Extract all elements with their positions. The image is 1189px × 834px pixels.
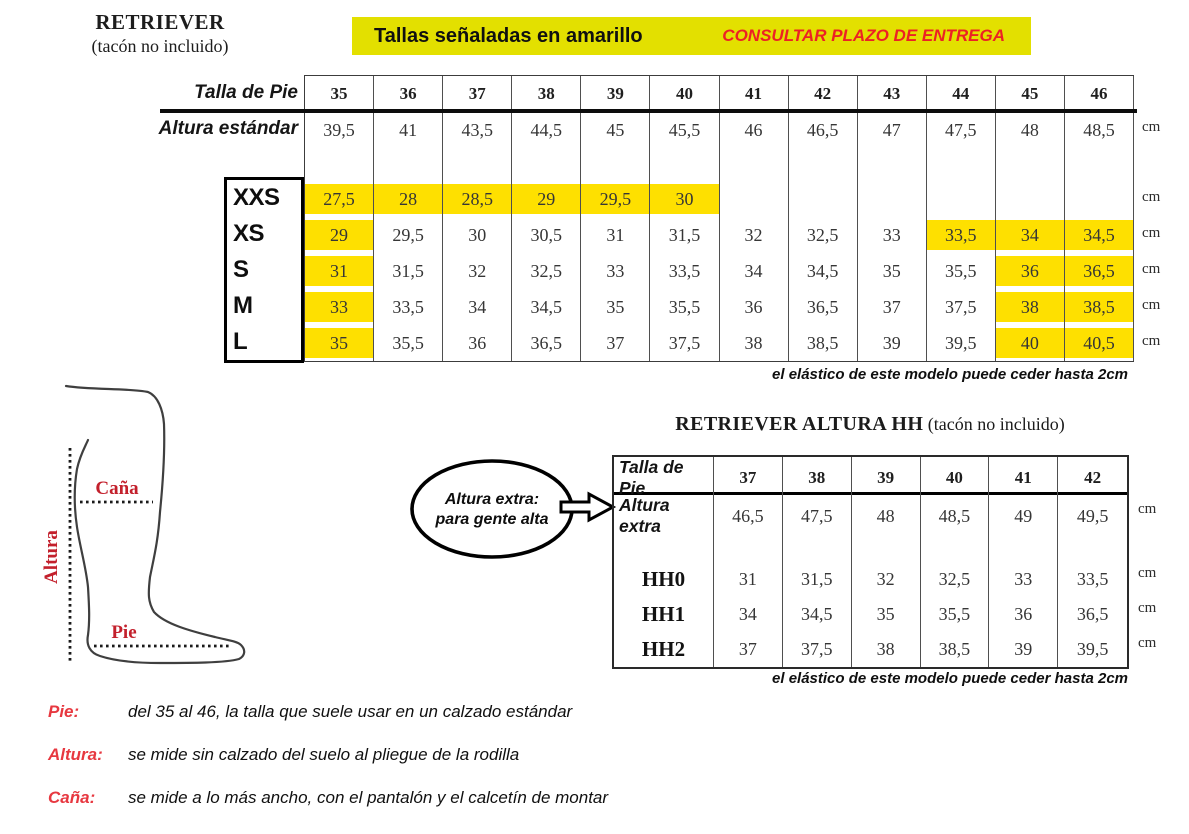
hh-value-cell: 34 — [714, 597, 783, 632]
hh-size-cell: 38 — [783, 457, 852, 499]
foot-size-cell: 35 — [305, 76, 374, 111]
hh-value-cell: 38,5 — [921, 632, 990, 667]
standard-height-cell: 39,5 — [305, 111, 374, 149]
hh-size-cell: 41 — [989, 457, 1058, 499]
grid-line-cell — [650, 149, 719, 181]
size-value-cell: 33 — [858, 217, 927, 253]
size-value-cell — [720, 181, 789, 217]
hh-header-row — [614, 457, 1127, 498]
size-value-cell — [927, 181, 996, 217]
size-row-xs — [304, 217, 1134, 253]
hh-size-cell: 37 — [714, 457, 783, 499]
size-value-cell: 39 — [858, 325, 927, 361]
size-value-cell: 38,5 — [789, 325, 858, 361]
size-value-cell: 29,5 — [374, 217, 443, 253]
size-value-cell: 30 — [650, 181, 719, 217]
hh-value-cell: 36 — [989, 597, 1058, 632]
size-value-cell: 29,5 — [581, 181, 650, 217]
grid-line-cell — [720, 149, 789, 181]
hh-value-cell: 37 — [714, 632, 783, 667]
foot-size-cell: 44 — [927, 76, 996, 111]
footnote-pie-label: Pie: — [48, 702, 80, 721]
size-value-cell: 35,5 — [374, 325, 443, 361]
size-value-cell — [996, 181, 1065, 217]
foot-size-row-label: Talla de Pie — [194, 82, 298, 103]
size-value-cell: 37,5 — [927, 289, 996, 325]
hh-value-cell: 32,5 — [921, 562, 990, 597]
extra-height-cell: 49,5 — [1076, 505, 1109, 526]
hh-title-bold: RETRIEVER ALTURA HH — [675, 413, 924, 435]
grid-line-cell — [783, 535, 852, 562]
size-value-cell: 30,5 — [512, 217, 581, 253]
hh-row-hh2 — [614, 632, 1127, 667]
size-value-cell: 36 — [720, 289, 789, 325]
hh-extra-label: Altura extra — [614, 495, 714, 537]
foot-size-cell: 45 — [996, 76, 1065, 111]
size-value-cell: 35 — [305, 325, 374, 361]
size-value-cell — [1065, 181, 1134, 217]
size-value-cell: 37 — [581, 325, 650, 361]
footnote-cana-text: se mide a lo más ancho, con el pantalón y el calcetín de montar — [128, 788, 609, 807]
hh1-label: HH1 — [614, 597, 714, 632]
foot-size-cell: 39 — [581, 76, 650, 111]
grid-line-cell — [581, 149, 650, 181]
hh-title-rest: (tacón no incluido) — [923, 414, 1065, 434]
size-value-cell: 34 — [996, 217, 1065, 253]
grid-line-cell — [989, 535, 1058, 562]
size-value-cell: 35 — [581, 289, 650, 325]
grid-line-cell — [789, 149, 858, 181]
boot-size-label-xs: XS — [233, 220, 265, 247]
size-value-cell: 27,5 — [305, 181, 374, 217]
size-value-cell: 34 — [443, 289, 512, 325]
size-value-cell: 37 — [858, 289, 927, 325]
hh-value-cell: 34,5 — [783, 597, 852, 632]
standard-height-cell: 46,5 — [789, 111, 858, 149]
main-size-table — [304, 75, 1134, 362]
unit-label: cm — [1138, 600, 1157, 616]
size-value-cell: 38,5 — [1065, 289, 1134, 325]
boot-size-label-m: M — [233, 292, 253, 319]
altura-label: Altura — [41, 530, 62, 584]
size-value-cell: 32,5 — [512, 253, 581, 289]
size-value-cell: 31 — [305, 253, 374, 289]
foot-size-cell: 43 — [858, 76, 927, 111]
standard-height-cell: 46 — [720, 111, 789, 149]
boot-size-label-xxs: XXS — [233, 184, 280, 211]
footnote-cana-label: Caña: — [48, 788, 96, 807]
unit-label: cm — [1138, 565, 1157, 581]
yellow-banner — [352, 17, 1031, 55]
size-value-cell: 31,5 — [650, 217, 719, 253]
boot-size-label-box — [224, 177, 304, 363]
altura-extra-callout — [404, 454, 620, 566]
size-value-cell: 33,5 — [927, 217, 996, 253]
hh-value-cell: 33 — [989, 562, 1058, 597]
extra-height-cell: 47,5 — [783, 495, 852, 537]
hh-row-hh1 — [614, 597, 1127, 632]
hh2-label: HH2 — [614, 632, 714, 667]
grid-line-cell — [921, 535, 990, 562]
extra-height-cell: 48 — [852, 495, 921, 537]
hh-spacer-row — [614, 535, 1127, 562]
size-value-cell: 28 — [374, 181, 443, 217]
grid-spacer-row — [304, 149, 1134, 181]
unit-label: cm — [1142, 261, 1161, 277]
hh-value-cell: 32 — [852, 562, 921, 597]
grid-line-cell — [858, 149, 927, 181]
hh-value-cell: 39,5 — [1076, 639, 1109, 659]
size-value-cell: 32,5 — [789, 217, 858, 253]
size-value-cell: 29 — [512, 181, 581, 217]
hh-table-title — [590, 413, 1150, 436]
size-value-cell: 33 — [581, 253, 650, 289]
size-value-cell — [858, 181, 927, 217]
size-row-xxs — [304, 181, 1134, 217]
hh0-label: HH0 — [614, 562, 714, 597]
hh-value-cell: 37,5 — [783, 632, 852, 667]
standard-height-cell: 45,5 — [650, 111, 719, 149]
size-value-cell: 38 — [720, 325, 789, 361]
hh-value-cell: 31 — [714, 562, 783, 597]
extra-height-cell: 48,5 — [921, 495, 990, 537]
elastic-note-hh: el elástico de este modelo puede ceder hasta 2cm — [772, 670, 1128, 687]
extra-height-cell: 46,5 — [714, 495, 783, 537]
size-value-cell: 36 — [996, 253, 1065, 289]
hh-size-cell: 40 — [921, 457, 990, 499]
unit-label: cm — [1142, 333, 1161, 349]
size-value-cell: 37,5 — [650, 325, 719, 361]
hh-value-cell: 33,5 — [1076, 569, 1109, 589]
foot-size-cell: 42 — [789, 76, 858, 111]
callout-line1: Altura extra: — [444, 491, 540, 508]
foot-size-cell: 36 — [374, 76, 443, 111]
foot-size-cell: 41 — [720, 76, 789, 111]
hh-size-cell: 42 — [1084, 468, 1102, 487]
boot-size-label-s: S — [233, 256, 249, 283]
size-value-cell: 34,5 — [1065, 217, 1134, 253]
hh-spacer-label-cell — [614, 535, 714, 562]
hh-foot-size-label: Talla de Pie — [614, 457, 714, 499]
foot-size-cell: 46 — [1065, 76, 1134, 111]
size-value-cell: 33,5 — [374, 289, 443, 325]
callout-oval — [412, 461, 572, 557]
foot-size-cell: 40 — [650, 76, 719, 111]
standard-height-cell: 45 — [581, 111, 650, 149]
standard-height-row — [304, 111, 1134, 149]
pie-label: Pie — [111, 622, 137, 643]
grid-line-cell — [1065, 149, 1134, 181]
callout-line2: para gente alta — [435, 511, 549, 528]
foot-size-header-row — [304, 75, 1134, 111]
hh-value-cell: 36,5 — [1076, 604, 1109, 624]
size-value-cell: 35 — [858, 253, 927, 289]
unit-label: cm — [1142, 297, 1161, 313]
boot-size-label-l: L — [233, 328, 248, 355]
model-title: RETRIEVER — [95, 10, 225, 34]
size-value-cell: 32 — [720, 217, 789, 253]
unit-label: cm — [1138, 501, 1157, 517]
leg-outline — [66, 386, 244, 663]
size-value-cell: 40,5 — [1065, 325, 1134, 361]
standard-height-cell: 48,5 — [1065, 111, 1134, 149]
size-row-m — [304, 289, 1134, 325]
size-value-cell: 36 — [443, 325, 512, 361]
size-value-cell: 33 — [305, 289, 374, 325]
size-value-cell — [789, 181, 858, 217]
cana-label: Caña — [95, 478, 139, 499]
standard-height-cell: 47,5 — [927, 111, 996, 149]
size-value-cell: 34,5 — [512, 289, 581, 325]
size-value-cell: 36,5 — [789, 289, 858, 325]
size-value-cell: 34 — [720, 253, 789, 289]
grid-line-cell — [374, 149, 443, 181]
size-value-cell: 28,5 — [443, 181, 512, 217]
hh-size-cell: 39 — [852, 457, 921, 499]
size-value-cell: 39,5 — [927, 325, 996, 361]
standard-height-row-label: Altura estándar — [158, 118, 298, 139]
document-title-block — [55, 10, 265, 57]
size-row-s — [304, 253, 1134, 289]
hh-value-cell: 35 — [852, 597, 921, 632]
foot-size-cell: 37 — [443, 76, 512, 111]
size-value-cell: 36,5 — [1065, 253, 1134, 289]
banner-text: Tallas señaladas en amarillo — [374, 24, 643, 47]
grid-line-cell — [996, 149, 1065, 181]
size-value-cell: 40 — [996, 325, 1065, 361]
hh-extra-height-row — [614, 495, 1127, 535]
size-value-cell: 30 — [443, 217, 512, 253]
standard-height-cell: 41 — [374, 111, 443, 149]
foot-size-cell: 38 — [512, 76, 581, 111]
hh-row-hh0 — [614, 562, 1127, 597]
size-value-cell: 36,5 — [512, 325, 581, 361]
leg-measurement-diagram — [30, 372, 310, 684]
size-row-l — [304, 325, 1134, 362]
hh-value-cell: 38 — [852, 632, 921, 667]
grid-line-cell — [852, 535, 921, 562]
hh-size-table — [612, 455, 1129, 669]
size-value-cell: 31,5 — [374, 253, 443, 289]
size-value-cell: 29 — [305, 217, 374, 253]
footnote-pie-text: del 35 al 46, la talla que suele usar en un calzado estándar — [128, 702, 573, 721]
hh-value-cell: 35,5 — [921, 597, 990, 632]
footnote-altura-text: se mide sin calzado del suelo al pliegue de la rodilla — [128, 745, 520, 764]
size-value-cell: 34,5 — [789, 253, 858, 289]
elastic-note-main: el elástico de este modelo puede ceder hasta 2cm — [772, 366, 1128, 383]
grid-line-cell — [1058, 535, 1127, 562]
extra-height-cell: 49 — [989, 495, 1058, 537]
grid-line-cell — [512, 149, 581, 181]
grid-line-cell — [305, 149, 374, 181]
size-value-cell: 31 — [581, 217, 650, 253]
footnote-altura-label: Altura: — [48, 745, 103, 764]
size-value-cell: 33,5 — [650, 253, 719, 289]
grid-line-cell — [443, 149, 512, 181]
hh-value-cell: 39 — [989, 632, 1058, 667]
unit-label: cm — [1142, 189, 1161, 205]
header-divider-line — [160, 109, 1137, 113]
model-subtitle: (tacón no incluido) — [91, 36, 229, 56]
grid-line-cell — [927, 149, 996, 181]
unit-label: cm — [1142, 225, 1161, 241]
standard-height-cell: 47 — [858, 111, 927, 149]
unit-label: cm — [1142, 119, 1161, 135]
standard-height-cell: 48 — [996, 111, 1065, 149]
size-value-cell: 38 — [996, 289, 1065, 325]
banner-warning: CONSULTAR PLAZO DE ENTREGA — [722, 26, 1005, 45]
unit-label: cm — [1138, 635, 1157, 651]
grid-line-cell — [714, 535, 783, 562]
size-value-cell: 35,5 — [650, 289, 719, 325]
standard-height-cell: 43,5 — [443, 111, 512, 149]
size-value-cell: 35,5 — [927, 253, 996, 289]
size-value-cell: 32 — [443, 253, 512, 289]
standard-height-cell: 44,5 — [512, 111, 581, 149]
hh-value-cell: 31,5 — [783, 562, 852, 597]
